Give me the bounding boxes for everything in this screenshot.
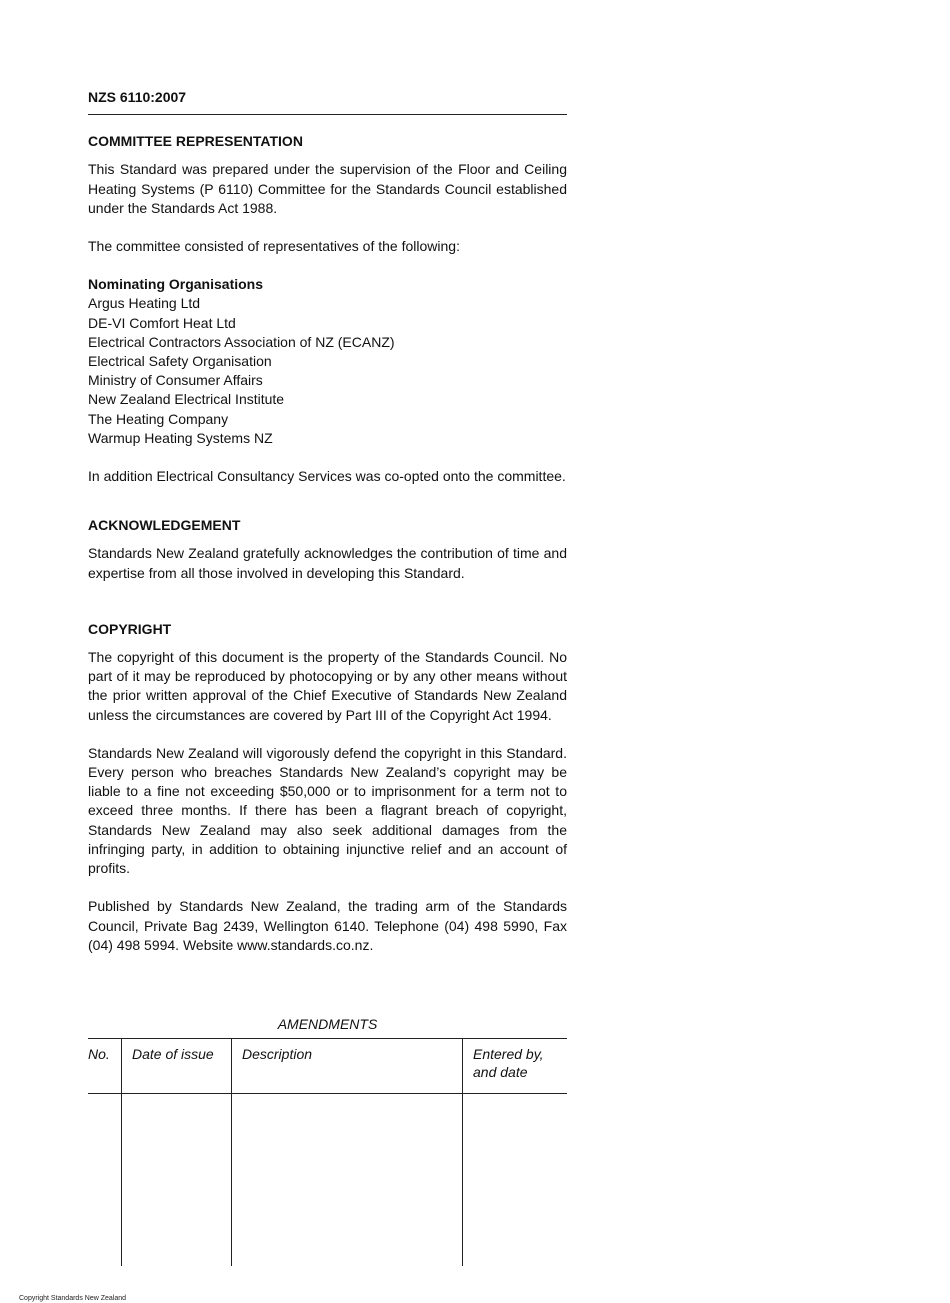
publisher-info: Published by Standards New Zealand, the trading arm of the Standards Council, Private Bag 2439, Wellington 6140. Telephone (04) 498 5990, Fax (04) 498 5994. Website www.standards.co.nz.: [88, 898, 567, 953]
committee-consisted: The committee consisted of representatives of the following:: [88, 238, 460, 255]
copyright-section: [88, 620, 567, 955]
column-header-description: Description: [232, 1039, 463, 1094]
list-item: Warmup Heating Systems NZ: [88, 429, 273, 446]
document-id: NZS 6110:2007: [88, 88, 567, 115]
table-cell: [88, 1094, 122, 1267]
column-header-entered-by: Entered by, and date: [463, 1039, 568, 1094]
list-item: Electrical Safety Organisation: [88, 353, 272, 370]
copyright-paragraph-2: Standards New Zealand will vigorously defend the copyright in this Standard. Every person who breaches Standards New Zealand’s copyright may be liable to a fine not exceeding $50,000 or to imprisonment for a term not to exceed three months. If there has been a flagrant breach of copyright, Standards New Zealand may also seek additional damages from the infringing party, in addition to obtaining injunctive relief and an account of profits.: [88, 744, 567, 877]
list-item: Argus Heating Ltd: [88, 295, 201, 312]
committee-intro: This Standard was prepared under the supervision of the Floor and Ceiling Heating Systems (P 6110) Committee for the Standards Council established under the Standards Act 1988.: [88, 161, 567, 216]
copyright-heading: COPYRIGHT: [88, 620, 172, 637]
document-page: [88, 88, 567, 1266]
list-item: Ministry of Consumer Affairs: [88, 372, 263, 389]
table-cell: [232, 1094, 463, 1267]
acknowledgement-heading: ACKNOWLEDGEMENT: [88, 517, 241, 534]
list-item: The Heating Company: [88, 410, 229, 427]
amendments-table: [88, 1038, 567, 1266]
table-row: [88, 1094, 567, 1267]
list-item: Electrical Contractors Association of NZ (ECANZ): [88, 333, 395, 350]
nominating-organisations-heading: Nominating Organisations: [88, 276, 264, 293]
table-header-row: [88, 1039, 567, 1094]
copyright-paragraph-1: The copyright of this document is the property of the Standards Council. No part of it may be reproduced by photocopying or by any other means without the prior written approval of the Chief Executive of Standards New Zealand unless the circumstances are covered by Part III of the Copyright Act 1994.: [88, 649, 567, 723]
organisation-list: [88, 294, 567, 448]
table-cell: [463, 1094, 568, 1267]
column-header-no: No.: [88, 1039, 122, 1094]
amendments-title: AMENDMENTS: [277, 1015, 378, 1032]
table-cell: [122, 1094, 232, 1267]
list-item: DE-VI Comfort Heat Ltd: [88, 314, 236, 331]
acknowledgement-section: [88, 516, 567, 583]
list-item: New Zealand Electrical Institute: [88, 391, 285, 408]
coopted-note: In addition Electrical Consultancy Services was co-opted onto the committee.: [88, 468, 566, 485]
column-header-date-of-issue: Date of issue: [122, 1039, 232, 1094]
committee-section: [88, 132, 567, 486]
committee-heading: COMMITTEE REPRESENTATION: [88, 133, 303, 150]
acknowledgement-text: Standards New Zealand gratefully acknowledges the contribution of time and expertise from all those involved in developing this Standard.: [88, 545, 567, 581]
copyright-footer: Copyright Standards New Zealand: [19, 1295, 127, 1302]
